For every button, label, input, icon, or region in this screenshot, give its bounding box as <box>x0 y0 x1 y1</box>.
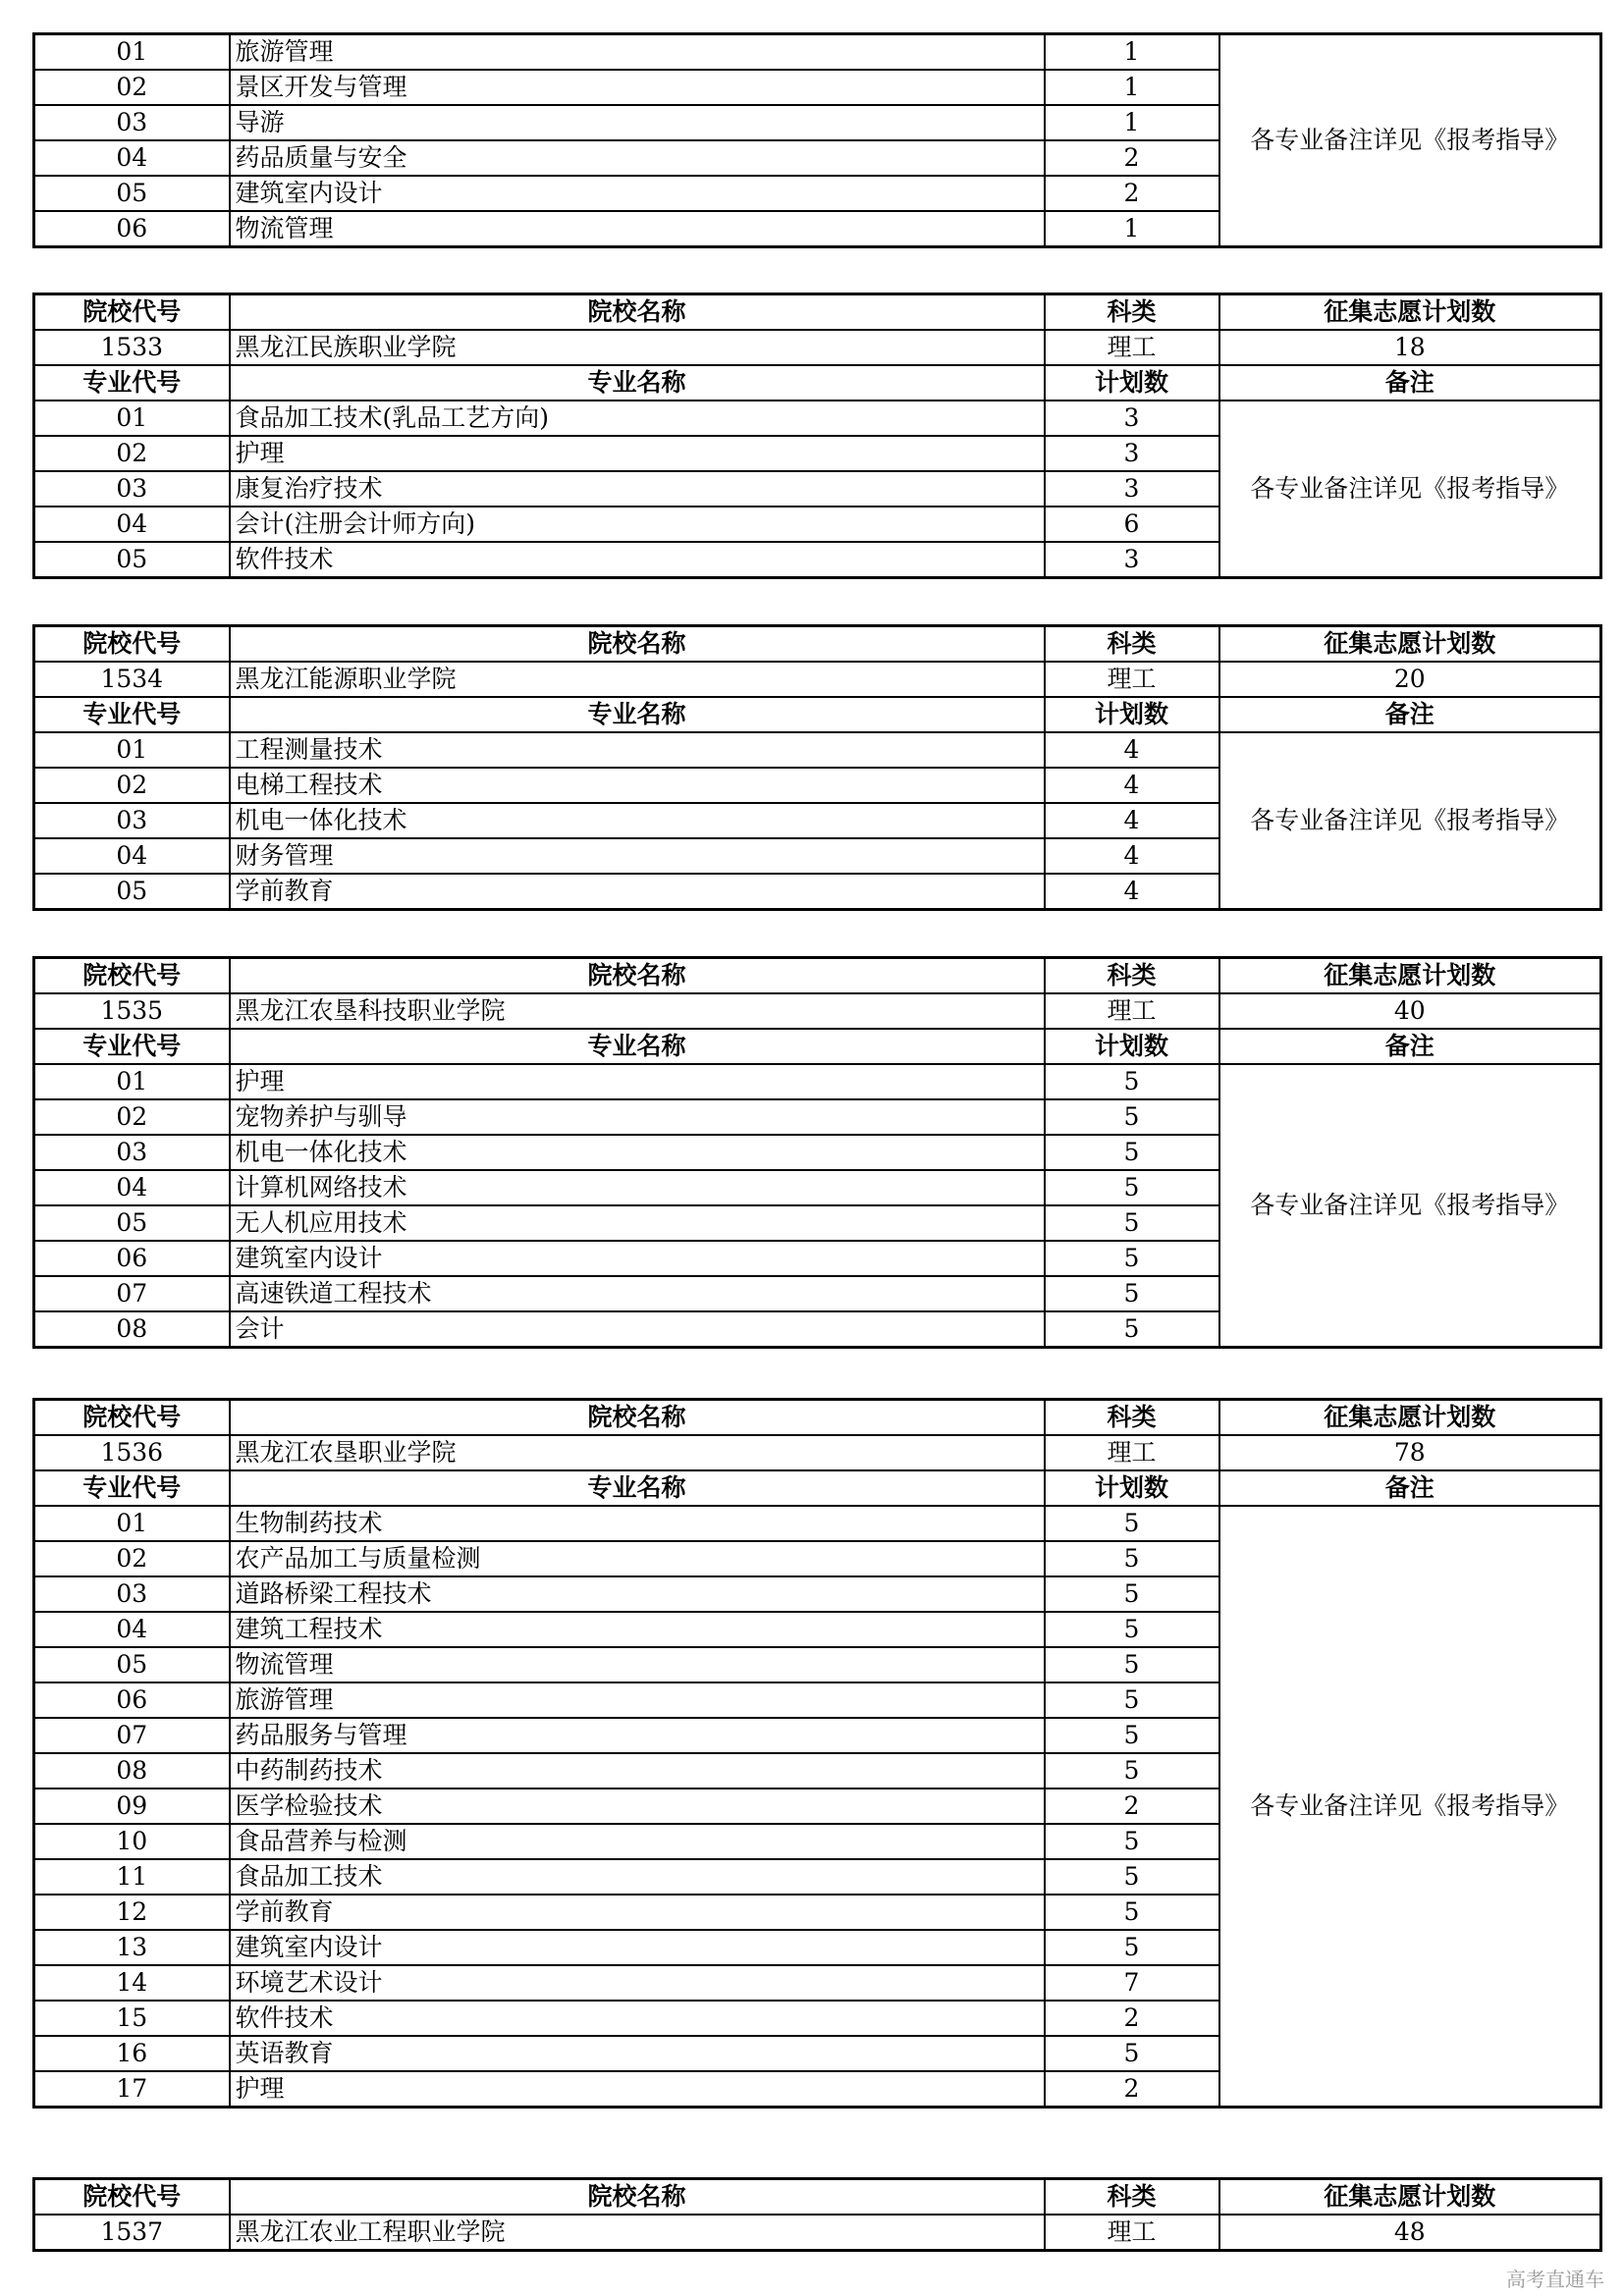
major-plan-count: 5 <box>1045 1205 1219 1241</box>
major-plan-count: 5 <box>1045 1612 1219 1647</box>
major-plan-count: 1 <box>1045 34 1219 71</box>
school-plan-total: 78 <box>1219 1435 1601 1470</box>
plan-count-header: 计划数 <box>1045 1470 1219 1506</box>
school-name-header: 院校名称 <box>230 294 1045 331</box>
major-code: 12 <box>34 1895 230 1930</box>
major-name: 道路桥梁工程技术 <box>230 1576 1045 1612</box>
major-code: 03 <box>34 803 230 838</box>
table-row <box>34 1064 1601 1099</box>
school-category: 理工 <box>1045 330 1219 365</box>
major-plan-count: 5 <box>1045 1718 1219 1753</box>
major-name: 软件技术 <box>230 2001 1045 2036</box>
major-code: 01 <box>34 400 230 436</box>
school-name-header: 院校名称 <box>230 2179 1045 2216</box>
major-code: 04 <box>34 1612 230 1647</box>
major-code: 04 <box>34 838 230 874</box>
major-plan-count: 5 <box>1045 1541 1219 1576</box>
major-plan-count: 3 <box>1045 471 1219 507</box>
major-code: 15 <box>34 2001 230 2036</box>
major-name: 工程测量技术 <box>230 732 1045 768</box>
category-header: 科类 <box>1045 1400 1219 1436</box>
major-plan-count: 3 <box>1045 436 1219 471</box>
major-name: 物流管理 <box>230 211 1045 247</box>
major-name: 景区开发与管理 <box>230 70 1045 105</box>
major-name: 会计 <box>230 1311 1045 1348</box>
major-code: 02 <box>34 1099 230 1135</box>
school-name-header: 院校名称 <box>230 1400 1045 1436</box>
school-code-header: 院校代号 <box>34 1400 230 1436</box>
school-header-row <box>34 294 1601 331</box>
plan-total-header: 征集志愿计划数 <box>1219 2179 1601 2216</box>
major-name: 机电一体化技术 <box>230 1135 1045 1170</box>
school-header-row <box>34 626 1601 663</box>
major-name: 财务管理 <box>230 838 1045 874</box>
remark-note: 各专业备注详见《报考指导》 <box>1219 1506 1601 2108</box>
major-name: 学前教育 <box>230 874 1045 910</box>
major-plan-count: 4 <box>1045 838 1219 874</box>
major-code: 04 <box>34 507 230 542</box>
major-name: 建筑室内设计 <box>230 1930 1045 1965</box>
school-name: 黑龙江农业工程职业学院 <box>230 2215 1045 2251</box>
school-header-row <box>34 1400 1601 1436</box>
major-plan-count: 2 <box>1045 176 1219 211</box>
major-code-header: 专业代号 <box>34 365 230 400</box>
major-header-row <box>34 365 1601 400</box>
category-header: 科类 <box>1045 958 1219 994</box>
major-plan-count: 4 <box>1045 768 1219 803</box>
major-code-header: 专业代号 <box>34 1029 230 1064</box>
school-info-row <box>34 993 1601 1029</box>
major-name: 会计(注册会计师方向) <box>230 507 1045 542</box>
school-name-header: 院校名称 <box>230 958 1045 994</box>
school-name: 黑龙江民族职业学院 <box>230 330 1045 365</box>
major-plan-count: 4 <box>1045 803 1219 838</box>
major-code: 06 <box>34 1241 230 1276</box>
school-code-header: 院校代号 <box>34 294 230 331</box>
major-code: 04 <box>34 1170 230 1205</box>
major-plan-count: 5 <box>1045 1682 1219 1718</box>
major-plan-count: 6 <box>1045 507 1219 542</box>
major-code: 01 <box>34 1506 230 1541</box>
major-plan-count: 5 <box>1045 1170 1219 1205</box>
school-category: 理工 <box>1045 993 1219 1029</box>
major-plan-count: 5 <box>1045 1506 1219 1541</box>
major-plan-count: 5 <box>1045 1276 1219 1311</box>
major-plan-count: 5 <box>1045 1824 1219 1859</box>
table-row <box>34 34 1601 71</box>
category-header: 科类 <box>1045 626 1219 663</box>
major-name: 护理 <box>230 436 1045 471</box>
major-code: 13 <box>34 1930 230 1965</box>
school-name-header: 院校名称 <box>230 626 1045 663</box>
major-plan-count: 5 <box>1045 1241 1219 1276</box>
category-header: 科类 <box>1045 2179 1219 2216</box>
major-plan-count: 5 <box>1045 1064 1219 1099</box>
major-plan-count: 4 <box>1045 732 1219 768</box>
major-name-header: 专业名称 <box>230 1029 1045 1064</box>
major-code: 02 <box>34 768 230 803</box>
major-code: 03 <box>34 1135 230 1170</box>
major-code: 05 <box>34 1205 230 1241</box>
major-name: 学前教育 <box>230 1895 1045 1930</box>
school-table <box>32 1398 1602 2109</box>
major-plan-count: 2 <box>1045 1789 1219 1824</box>
school-code: 1533 <box>34 330 230 365</box>
major-name: 旅游管理 <box>230 34 1045 71</box>
plan-total-header: 征集志愿计划数 <box>1219 1400 1601 1436</box>
major-plan-count: 5 <box>1045 1753 1219 1789</box>
plan-total-header: 征集志愿计划数 <box>1219 958 1601 994</box>
major-header-row <box>34 1470 1601 1506</box>
table-row <box>34 400 1601 436</box>
major-name-header: 专业名称 <box>230 1470 1045 1506</box>
school-plan-total: 48 <box>1219 2215 1601 2251</box>
school-info-row <box>34 2215 1601 2251</box>
major-name: 导游 <box>230 105 1045 140</box>
major-code: 14 <box>34 1965 230 2001</box>
school-category: 理工 <box>1045 1435 1219 1470</box>
school-category: 理工 <box>1045 2215 1219 2251</box>
major-code: 06 <box>34 211 230 247</box>
major-plan-count: 2 <box>1045 2001 1219 2036</box>
remark-note: 各专业备注详见《报考指导》 <box>1219 34 1601 247</box>
major-name: 农产品加工与质量检测 <box>230 1541 1045 1576</box>
major-plan-count: 5 <box>1045 1135 1219 1170</box>
major-name: 护理 <box>230 1064 1045 1099</box>
table-row <box>34 1506 1601 1541</box>
major-code: 03 <box>34 105 230 140</box>
major-name: 建筑室内设计 <box>230 176 1045 211</box>
major-plan-count: 1 <box>1045 211 1219 247</box>
major-name: 环境艺术设计 <box>230 1965 1045 2001</box>
school-table <box>32 293 1602 579</box>
major-plan-count: 5 <box>1045 1895 1219 1930</box>
major-name: 软件技术 <box>230 542 1045 578</box>
major-code: 01 <box>34 732 230 768</box>
remark-note: 各专业备注详见《报考指导》 <box>1219 1064 1601 1348</box>
school-code-header: 院校代号 <box>34 958 230 994</box>
school-info-row <box>34 1435 1601 1470</box>
major-plan-count: 5 <box>1045 1859 1219 1895</box>
school-plan-total: 20 <box>1219 662 1601 697</box>
major-code: 08 <box>34 1753 230 1789</box>
major-code: 16 <box>34 2036 230 2071</box>
major-plan-count: 5 <box>1045 2036 1219 2071</box>
major-name: 食品加工技术 <box>230 1859 1045 1895</box>
major-code: 07 <box>34 1276 230 1311</box>
plan-count-header: 计划数 <box>1045 697 1219 732</box>
major-name: 食品营养与检测 <box>230 1824 1045 1859</box>
major-name: 建筑室内设计 <box>230 1241 1045 1276</box>
school-code: 1535 <box>34 993 230 1029</box>
major-plan-count: 5 <box>1045 1647 1219 1682</box>
major-name: 宠物养护与驯导 <box>230 1099 1045 1135</box>
school-code-header: 院校代号 <box>34 626 230 663</box>
major-name: 无人机应用技术 <box>230 1205 1045 1241</box>
major-name: 药品服务与管理 <box>230 1718 1045 1753</box>
remark-note: 各专业备注详见《报考指导》 <box>1219 400 1601 578</box>
major-name: 建筑工程技术 <box>230 1612 1045 1647</box>
major-name: 护理 <box>230 2071 1045 2108</box>
remark-header: 备注 <box>1219 1470 1601 1506</box>
watermark: 高考直通车 <box>1506 2268 1604 2291</box>
major-name: 物流管理 <box>230 1647 1045 1682</box>
school-code: 1537 <box>34 2215 230 2251</box>
plan-total-header: 征集志愿计划数 <box>1219 294 1601 331</box>
school-table <box>32 32 1602 248</box>
major-code: 10 <box>34 1824 230 1859</box>
plan-count-header: 计划数 <box>1045 1029 1219 1064</box>
category-header: 科类 <box>1045 294 1219 331</box>
major-code: 04 <box>34 140 230 176</box>
major-name: 中药制药技术 <box>230 1753 1045 1789</box>
major-name: 电梯工程技术 <box>230 768 1045 803</box>
major-code: 03 <box>34 1576 230 1612</box>
remark-header: 备注 <box>1219 365 1601 400</box>
school-name: 黑龙江能源职业学院 <box>230 662 1045 697</box>
remark-header: 备注 <box>1219 1029 1601 1064</box>
major-plan-count: 2 <box>1045 140 1219 176</box>
major-name: 旅游管理 <box>230 1682 1045 1718</box>
major-plan-count: 3 <box>1045 400 1219 436</box>
major-name: 机电一体化技术 <box>230 803 1045 838</box>
school-table <box>32 2177 1602 2252</box>
major-code: 08 <box>34 1311 230 1348</box>
major-code: 01 <box>34 1064 230 1099</box>
major-code-header: 专业代号 <box>34 697 230 732</box>
major-code: 06 <box>34 1682 230 1718</box>
plan-count-header: 计划数 <box>1045 365 1219 400</box>
school-category: 理工 <box>1045 662 1219 697</box>
school-header-row <box>34 958 1601 994</box>
major-plan-count: 4 <box>1045 874 1219 910</box>
major-code: 05 <box>34 874 230 910</box>
plan-total-header: 征集志愿计划数 <box>1219 626 1601 663</box>
school-code-header: 院校代号 <box>34 2179 230 2216</box>
school-code: 1534 <box>34 662 230 697</box>
major-name: 英语教育 <box>230 2036 1045 2071</box>
major-name-header: 专业名称 <box>230 365 1045 400</box>
major-code: 05 <box>34 1647 230 1682</box>
school-header-row <box>34 2179 1601 2216</box>
major-plan-count: 7 <box>1045 1965 1219 2001</box>
major-plan-count: 5 <box>1045 1576 1219 1612</box>
school-plan-total: 18 <box>1219 330 1601 365</box>
school-info-row <box>34 662 1601 697</box>
major-name: 计算机网络技术 <box>230 1170 1045 1205</box>
major-code: 07 <box>34 1718 230 1753</box>
major-code: 05 <box>34 542 230 578</box>
remark-header: 备注 <box>1219 697 1601 732</box>
school-name: 黑龙江农垦科技职业学院 <box>230 993 1045 1029</box>
major-code-header: 专业代号 <box>34 1470 230 1506</box>
major-plan-count: 1 <box>1045 105 1219 140</box>
major-plan-count: 3 <box>1045 542 1219 578</box>
table-row <box>34 732 1601 768</box>
major-name: 高速铁道工程技术 <box>230 1276 1045 1311</box>
major-code: 02 <box>34 1541 230 1576</box>
major-name: 康复治疗技术 <box>230 471 1045 507</box>
major-code: 03 <box>34 471 230 507</box>
major-name: 医学检验技术 <box>230 1789 1045 1824</box>
school-table <box>32 956 1602 1349</box>
major-code: 01 <box>34 34 230 71</box>
major-plan-count: 5 <box>1045 1930 1219 1965</box>
major-name: 生物制药技术 <box>230 1506 1045 1541</box>
major-code: 09 <box>34 1789 230 1824</box>
major-code: 11 <box>34 1859 230 1895</box>
major-code: 17 <box>34 2071 230 2108</box>
major-code: 02 <box>34 436 230 471</box>
major-name: 药品质量与安全 <box>230 140 1045 176</box>
school-info-row <box>34 330 1601 365</box>
remark-note: 各专业备注详见《报考指导》 <box>1219 732 1601 910</box>
school-code: 1536 <box>34 1435 230 1470</box>
major-plan-count: 2 <box>1045 2071 1219 2108</box>
major-header-row <box>34 1029 1601 1064</box>
major-code: 02 <box>34 70 230 105</box>
school-name: 黑龙江农垦职业学院 <box>230 1435 1045 1470</box>
major-name: 食品加工技术(乳品工艺方向) <box>230 400 1045 436</box>
school-plan-total: 40 <box>1219 993 1601 1029</box>
major-code: 05 <box>34 176 230 211</box>
major-plan-count: 5 <box>1045 1311 1219 1348</box>
major-plan-count: 5 <box>1045 1099 1219 1135</box>
major-header-row <box>34 697 1601 732</box>
major-plan-count: 1 <box>1045 70 1219 105</box>
school-table <box>32 624 1602 911</box>
major-name-header: 专业名称 <box>230 697 1045 732</box>
